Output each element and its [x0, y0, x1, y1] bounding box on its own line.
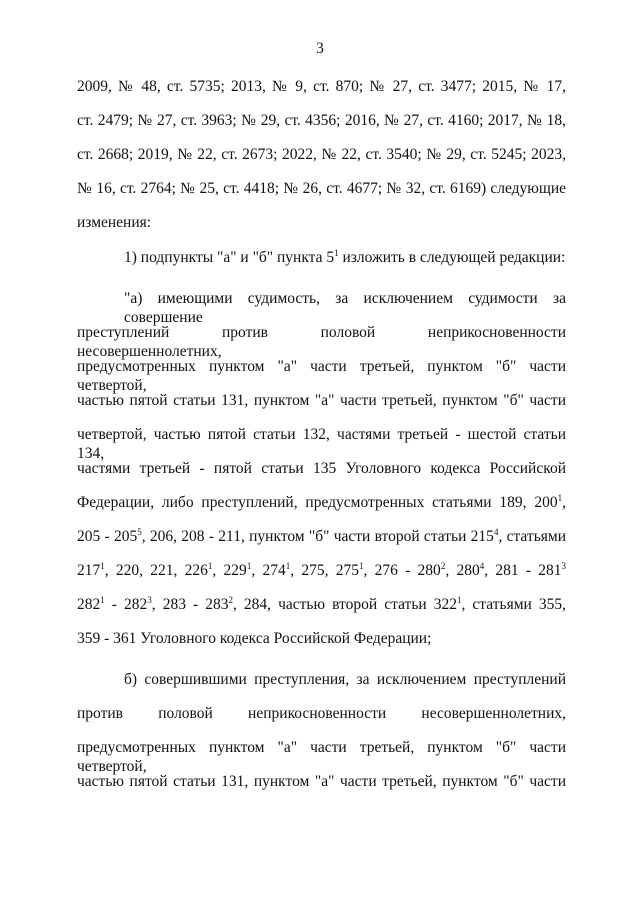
line-15-a: , 220, 221, 226 [104, 562, 208, 579]
text-line-6 [124, 248, 566, 267]
line-15-f: , 280 [445, 562, 480, 579]
superscript: 1 [334, 248, 339, 258]
text-line-12: частями третьей - пятой статьи 135 Уголовного кодекса Российской [77, 460, 566, 477]
superscript: 1 [456, 595, 462, 605]
superscript: 1 [557, 493, 563, 503]
text-line-3: ст. 2668; 2019, № 22, ст. 2673; 2022, № 22, ст. 3540; № 29, ст. 5245; 2023, [77, 146, 566, 163]
page-number: 3 [316, 40, 324, 57]
superscript: 1 [246, 561, 252, 571]
text-line-10: частью пятой статьи 131, пунктом "а" части третьей, пунктом "б" части [77, 392, 566, 409]
text-line-9: предусмотренных пунктом "а" части третьей, пунктом "б" части четвертой, [77, 358, 566, 394]
line-13-text: Федерации, либо преступлений, предусмотренных статьями 189, 200 [77, 494, 558, 511]
line-15-e: , 276 - 280 [363, 562, 441, 579]
superscript: 3 [147, 595, 152, 605]
line-14-tail: , статьями [498, 528, 566, 545]
text-line-13 [77, 493, 566, 512]
text-line-8: преступлений против половой неприкосновенности несовершеннолетних, [77, 324, 566, 360]
line-16-c: , 284, частью второй статьи 322 [232, 596, 457, 613]
text-line-17: 359 - 361 Уголовного кодекса Российской Федерации; [77, 630, 432, 647]
line-15-g: , 281 - 281 [484, 562, 562, 579]
line-14-text: 205 - 205 [77, 528, 138, 545]
superscript: 1 [100, 561, 105, 571]
text-line-7: "а) имеющими судимость, за исключением судимости за совершение [124, 290, 566, 326]
text-line-4: № 16, ст. 2764; № 25, ст. 4418; № 26, ст. 4677; № 32, ст. 6169) следующие [77, 180, 566, 197]
line-15-d: , 275, 275 [290, 562, 359, 579]
superscript: 1 [285, 561, 291, 571]
line-15-text: 217 [77, 562, 101, 579]
text-line-14 [77, 527, 566, 546]
line-16-d: , статьями 355, [461, 596, 566, 613]
superscript: 4 [479, 561, 485, 571]
superscript: 1 [100, 595, 105, 605]
superscript: 1 [358, 561, 364, 571]
line-16-a: - 282 [104, 596, 148, 613]
line-16-b: , 283 - 283 [151, 596, 229, 613]
text-line-16 [77, 595, 566, 614]
text-line-21: частью пятой статьи 131, пунктом "а" части третьей, пунктом "б" части [77, 773, 566, 790]
line-15-c: , 274 [251, 562, 286, 579]
line-6-tail: изложить в следующей редакции: [338, 249, 566, 266]
text-line-19: против половой неприкосновенности несовершеннолетних, [77, 705, 566, 722]
text-line-20: предусмотренных пунктом "а" части третьей, пунктом "б" части четвертой, [77, 739, 566, 775]
superscript: 1 [207, 561, 213, 571]
line-14-mid: , 206, 208 - 211, пунктом "б" части второй статьи 215 [141, 528, 494, 545]
text-line-1: 2009, № 48, ст. 5735; 2013, № 9, ст. 870; № 27, ст. 3477; 2015, № 17, [77, 78, 566, 95]
text-line-2: ст. 2479; № 27, ст. 3963; № 29, ст. 4356; 2016, № 27, ст. 4160; 2017, № 18, [77, 112, 566, 129]
text-line-5: изменения: [77, 214, 152, 231]
superscript: 3 [561, 561, 567, 571]
line-16-text: 282 [77, 596, 101, 613]
superscript: 4 [493, 527, 499, 537]
text-line-18: б) совершившими преступления, за исключением преступлений [124, 671, 566, 688]
line-6-text: 1) подпункты "а" и "б" пункта 5 [124, 249, 335, 266]
superscript: 2 [228, 595, 233, 605]
text-line-11: четвертой, частью пятой статьи 132, частями третьей - шестой статьи 134, [77, 426, 566, 462]
text-line-15 [77, 561, 566, 580]
line-13-tail: , [562, 494, 566, 511]
line-15-b: , 229 [212, 562, 247, 579]
superscript: 2 [440, 561, 446, 571]
superscript: 5 [137, 527, 142, 537]
